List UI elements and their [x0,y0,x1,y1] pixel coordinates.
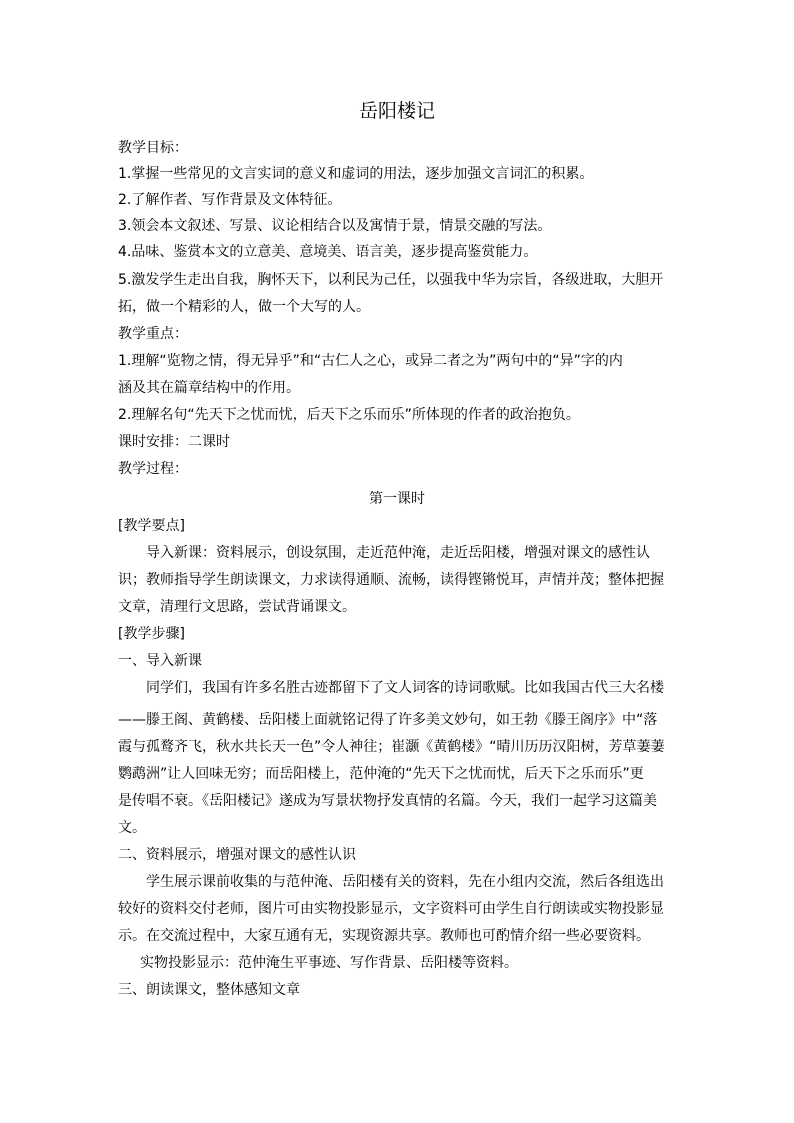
goal-line-5: 5.激发学生走出自我，胸怀天下，以利民为己任，以强我中华为宗旨，各级进取，大胆开 [118,272,664,288]
step1-heading: 一、导入新课 [118,653,202,669]
step2-line-2: 较好的资料交付老师，图片可由实物投影显示，文字资料可由学生自行朗读或实物投影显 [118,901,664,917]
step2-line-3: 示。在交流过程中，大家互通有无，实现资源共享。教师也可酌情介绍一些必要资料。 [118,928,650,944]
goal-line-2: 2.了解作者、写作背景及文体特征。 [118,192,342,208]
step1-line-3: 霞与孤鹜齐飞，秋水共长天一色”令人神往；崔灏《黄鹤楼》“晴川历历汉阳树，芳草萋萋 [118,739,665,755]
goal-line-4: 4.品味、鉴赏本文的立意美、意境美、语言美，逐步提高鉴赏能力。 [118,244,538,260]
lesson-title: 第一课时 [369,491,425,507]
step3-heading: 三、朗读课文，整体感知文章 [118,982,300,998]
step1-line-6: 文。 [118,820,146,836]
key-point-line-2: 2.理解名句“先天下之忧而忧，后天下之乐而乐”所体现的作者的政治抱负。 [118,407,580,423]
schedule-line: 课时安排：二课时 [118,434,230,450]
step1-line-2: ——滕王阁、黄鹤楼、岳阳楼上面就铭记得了许多美文妙句，如王勃《滕王阁序》中“落 [118,712,658,728]
key-points-heading: 教学重点： [118,326,188,342]
goal-line-1: 1.掌握一些常见的文言实词的意义和虚词的用法，逐步加强文言词汇的积累。 [118,166,594,182]
essentials-line-1: 导入新课：资料展示，创设氛围，走近范仲淹，走近岳阳楼，增强对课文的感性认 [146,545,650,561]
key-point-line-1: 1.理解“览物之情，得无异乎”和“古仁人之心，或异二者之为”两句中的“异”字的内 [118,353,623,369]
step1-line-5: 是传唱不衰。《岳阳楼记》遂成为写景状物抒发真情的名篇。今天，我们一起学习这篇美 [118,793,657,809]
step2-heading: 二、资料展示，增强对课文的感性认识 [118,847,356,863]
document-title: 岳阳楼记 [358,100,435,122]
process-heading: 教学过程： [118,461,188,477]
goal-line-5-cont: 拓，做一个精彩的人，做一个大写的人。 [118,299,370,315]
key-point-line-1-cont: 涵及其在篇章结构中的作用。 [118,380,300,396]
step1-line-4: 鹦鹉洲”让人回味无穷；而岳阳楼上，范仲淹的“先天下之忧而忧，后天下之乐而乐”更 [118,766,644,782]
essentials-line-3: 文章，清理行文思路，尝试背诵课文。 [118,599,356,615]
goal-line-3: 3.领会本文叙述、写景、议论相结合以及寓情于景，情景交融的写法。 [118,218,552,234]
step2-line-1: 学生展示课前收集的与范仲淹、岳阳楼有关的资料，先在小组内交流，然后各组选出 [146,874,664,890]
steps-heading: [教学步骤] [118,626,185,642]
step2-projection-line: 实物投影显示：范仲淹生平事迹、写作背景、岳阳楼等资料。 [140,955,518,971]
step1-line-1: 同学们，我国有许多名胜古迹都留下了文人词客的诗词歌赋。比如我国古代三大名楼 [146,680,664,696]
essentials-line-2: 识；教师指导学生朗读课文，力求读得通顺、流畅，读得铿锵悦耳，声情并茂；整体把握 [118,572,664,588]
goals-heading: 教学目标： [118,140,188,156]
essentials-heading: [教学要点] [118,518,185,534]
